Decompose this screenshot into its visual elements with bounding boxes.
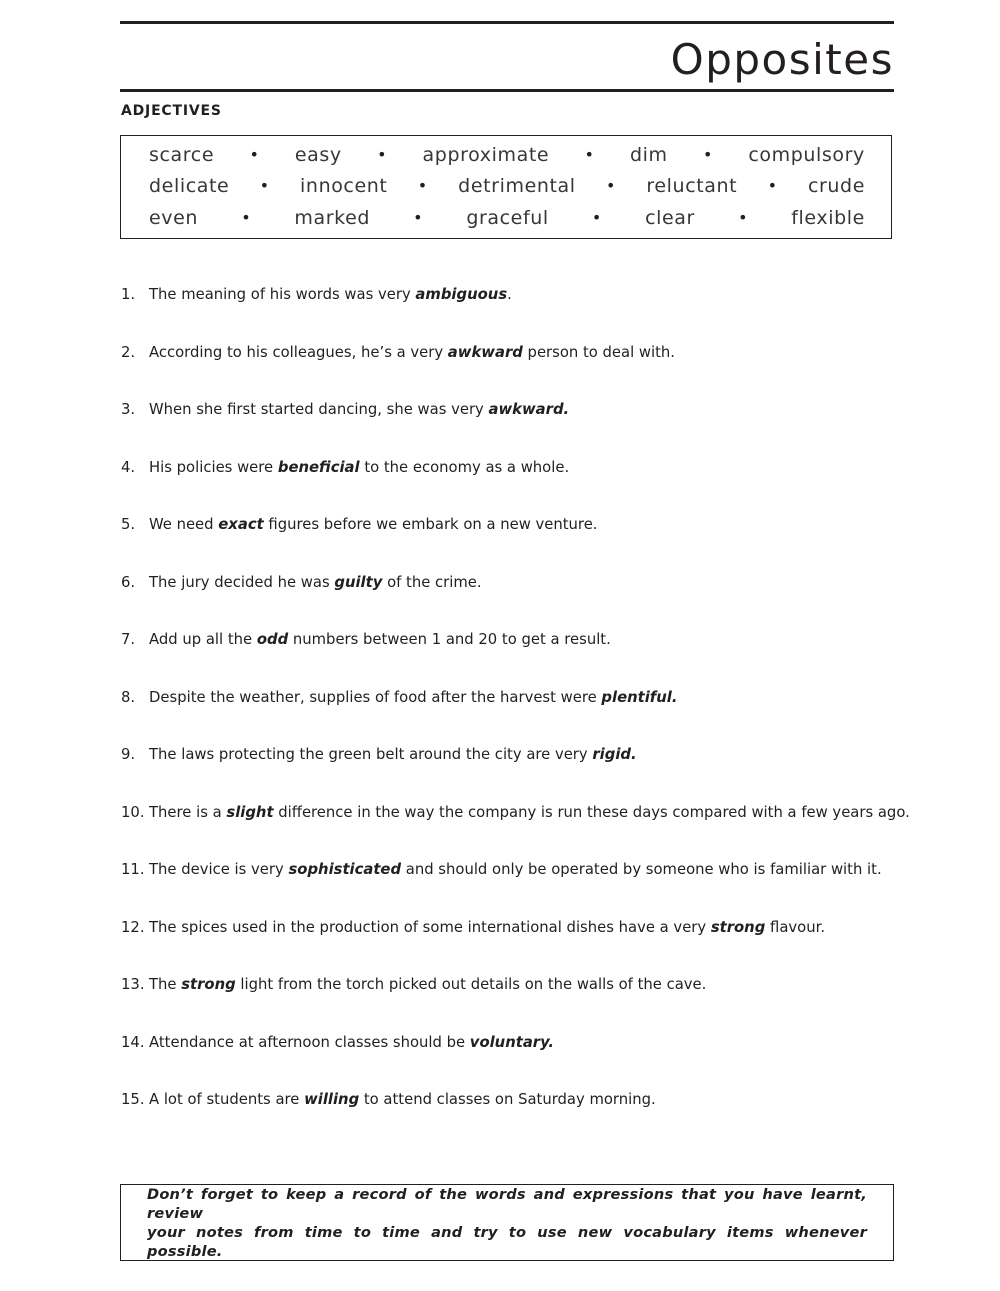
sentence-number: 14. [121,1033,145,1051]
word-item: marked [294,207,371,229]
sentence-text: There is a [149,803,227,821]
sentence-text: According to his colleagues, he’s a very [149,343,448,361]
sentence-text: Attendance at afternoon classes should be [149,1033,470,1051]
word-item: delicate [149,175,230,197]
sentence-text: The device is very [149,861,289,878]
word-item: easy [294,144,342,166]
sentence-text: to attend classes on Saturday morning. [359,1091,656,1108]
sentence-text: The spices used in the production of some international dishes have a very [149,918,711,936]
key-word: slight [226,803,274,821]
bullet-separator: • [738,208,749,227]
bullet-separator: • [584,145,595,164]
bullet-separator: • [702,145,713,164]
sentence-text: The jury decided he was [149,573,335,591]
key-word: beneficial [277,458,360,476]
word-item: clear [645,207,695,229]
sentence-item [121,630,901,688]
sentence-text: The [149,976,182,993]
sentence-text: Despite the weather, supplies of food after the harvest were [149,688,602,706]
sentence-text: and should only be operated by someone who is familiar with it. [401,861,882,878]
bullet-separator: • [591,208,602,227]
reminder-text [147,1185,867,1261]
key-word: exact [218,516,264,533]
sentence-text: His policies were [149,458,278,476]
key-word: rigid. [592,746,637,763]
sentence-text: The meaning of his words was very [149,286,416,303]
sentence-number: 3. [121,401,136,418]
bullet-separator: • [259,176,270,195]
word-item: compulsory [748,144,865,166]
key-word: strong [181,976,236,993]
sentence-text: flavour. [765,918,826,936]
sentence-text: When she first started dancing, she was very [149,401,489,418]
sentence-number: 7. [121,631,136,648]
bullet-separator: • [767,176,778,195]
sentence-item [121,573,901,631]
sentence-item [121,400,901,458]
sentence-number: 1. [121,286,136,303]
key-word: awkward [447,343,523,361]
key-word: sophisticated [288,861,402,878]
sentence-item [121,458,901,516]
sentence-text: light from the torch picked out details on the walls of the cave. [235,976,707,993]
sentence-item [121,918,901,976]
sentence-text: . [507,286,512,303]
word-row [149,206,865,230]
sentence-number: 8. [121,688,136,706]
bullet-separator: • [241,208,252,227]
word-item: detrimental [458,175,576,197]
word-item: graceful [466,207,549,229]
sentence-number: 13. [121,976,145,993]
sentence-item [121,1090,901,1148]
sentence-item [121,860,901,918]
sentence-item [121,975,901,1033]
page-title: Opposites [670,35,894,84]
reminder-box [120,1184,894,1261]
sentence-text: A lot of students are [149,1091,305,1108]
sentence-text: numbers between 1 and 20 to get a result. [288,631,611,648]
bullet-separator: • [413,208,424,227]
bullet-separator: • [417,176,428,195]
sentence-text: of the crime. [382,573,482,591]
key-word: plentiful. [601,688,678,706]
section-label: ADJECTIVES [121,103,222,119]
word-item: crude [807,175,865,197]
word-item: even [149,207,199,229]
sentence-text: The laws protecting the green belt around the city are very [149,746,593,763]
sentence-item [121,285,901,343]
word-item: reluctant [646,175,738,197]
sentence-number: 11. [121,861,145,878]
key-word: guilty [334,573,383,591]
key-word: willing [304,1091,360,1108]
sentence-number: 6. [121,573,136,591]
sentence-item [121,745,901,803]
word-item: approximate [422,144,550,166]
key-word: strong [710,918,766,936]
sentence-item [121,515,901,573]
key-word: awkward. [488,401,570,418]
bullet-separator: • [377,145,388,164]
key-word: odd [256,631,289,648]
reminder-line: your notes from time to time and try to use new vocabulary items whenever possible. [147,1223,867,1260]
sentence-text: to the economy as a whole. [359,458,570,476]
word-item: innocent [300,175,388,197]
word-row [149,174,865,198]
title-underline-rule [120,89,894,92]
sentence-number: 2. [121,343,136,361]
sentence-number: 15. [121,1091,145,1108]
bullet-separator: • [606,176,617,195]
sentence-text: We need [149,516,219,533]
sentence-text: person to deal with. [522,343,676,361]
sentence-list [121,285,910,1148]
reminder-line: Don’t forget to keep a record of the words and expressions that you have learnt, review [147,1185,867,1222]
sentence-number: 12. [121,918,145,936]
sentence-number: 4. [121,458,136,476]
sentence-item [121,1033,901,1091]
top-rule [120,21,894,24]
word-item: flexible [791,207,865,229]
sentence-text: difference in the way the company is run these days compared with a few years ago. [273,803,910,821]
sentence-text: figures before we embark on a new venture. [263,516,598,533]
word-row [149,143,865,167]
sentence-number: 5. [121,516,136,533]
word-item: dim [629,144,668,166]
word-box [120,135,892,239]
key-word: voluntary. [469,1033,555,1051]
sentence-item [121,803,910,861]
word-item: scarce [149,144,215,166]
sentence-item [121,688,901,746]
key-word: ambiguous [415,286,508,303]
sentence-item [121,343,901,401]
sentence-text: Add up all the [149,631,257,648]
sentence-number: 10. [121,803,145,821]
bullet-separator: • [249,145,260,164]
sentence-number: 9. [121,746,136,763]
